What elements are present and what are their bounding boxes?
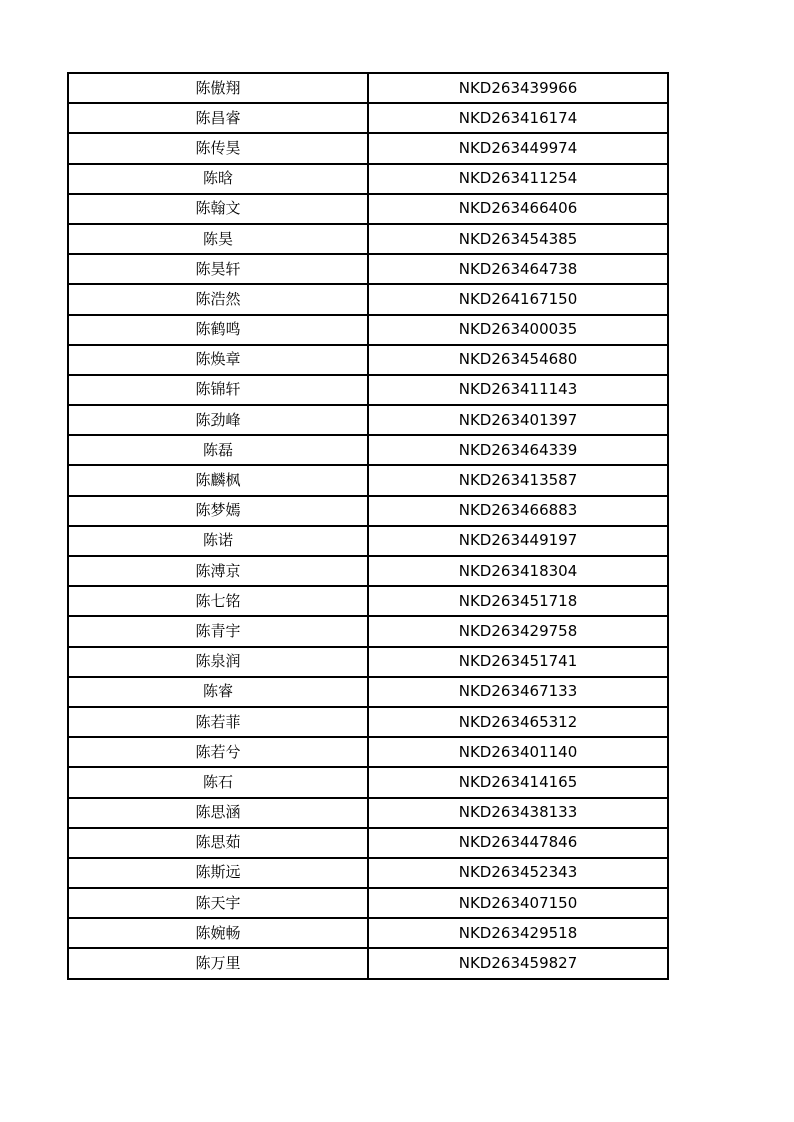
student-id-cell: NKD263452343 (368, 858, 668, 888)
student-id-cell: NKD263466406 (368, 194, 668, 224)
student-name-cell: 陈劲峰 (68, 405, 368, 435)
student-id-cell: NKD263465312 (368, 707, 668, 737)
student-name-cell: 陈晗 (68, 164, 368, 194)
table-row (68, 103, 668, 133)
student-name-cell: 陈思涵 (68, 798, 368, 828)
student-name-cell: 陈溥京 (68, 556, 368, 586)
student-name-cell: 陈七铭 (68, 586, 368, 616)
student-id-cell: NKD263449197 (368, 526, 668, 556)
student-name-cell: 陈泉润 (68, 647, 368, 677)
student-name-cell: 陈若兮 (68, 737, 368, 767)
table-row (68, 254, 668, 284)
student-id-cell: NKD263416174 (368, 103, 668, 133)
student-id-cell: NKD263464738 (368, 254, 668, 284)
table-row (68, 858, 668, 888)
table-row (68, 586, 668, 616)
student-name-cell: 陈石 (68, 767, 368, 797)
student-id-cell: NKD263413587 (368, 465, 668, 495)
student-name-cell: 陈磊 (68, 435, 368, 465)
student-id-cell: NKD263449974 (368, 133, 668, 163)
student-id-cell: NKD263451741 (368, 647, 668, 677)
student-id-cell: NKD263447846 (368, 828, 668, 858)
student-id-cell: NKD263454385 (368, 224, 668, 254)
table-row (68, 828, 668, 858)
student-id-cell: NKD263466883 (368, 496, 668, 526)
table-row (68, 164, 668, 194)
table-row (68, 435, 668, 465)
student-id-cell: NKD263418304 (368, 556, 668, 586)
student-id-cell: NKD263400035 (368, 315, 668, 345)
student-id-cell: NKD263439966 (368, 73, 668, 103)
table-row (68, 465, 668, 495)
student-name-cell: 陈昊 (68, 224, 368, 254)
table-row (68, 526, 668, 556)
student-name-cell: 陈婉畅 (68, 918, 368, 948)
table-row (68, 315, 668, 345)
student-id-cell: NKD263467133 (368, 677, 668, 707)
table-row (68, 224, 668, 254)
table-row (68, 556, 668, 586)
table-row (68, 133, 668, 163)
student-name-cell: 陈睿 (68, 677, 368, 707)
student-id-cell: NKD263411254 (368, 164, 668, 194)
student-name-cell: 陈焕章 (68, 345, 368, 375)
student-id-cell: NKD263459827 (368, 948, 668, 978)
student-name-cell: 陈青宇 (68, 616, 368, 646)
table-row (68, 798, 668, 828)
table-row (68, 616, 668, 646)
student-id-cell: NKD263407150 (368, 888, 668, 918)
student-name-cell: 陈鹤鸣 (68, 315, 368, 345)
student-name-cell: 陈锦轩 (68, 375, 368, 405)
student-id-cell: NKD263401397 (368, 405, 668, 435)
table-row (68, 677, 668, 707)
table-row (68, 918, 668, 948)
roster-table-body (68, 73, 668, 979)
student-name-cell: 陈梦嫣 (68, 496, 368, 526)
student-name-cell: 陈傲翔 (68, 73, 368, 103)
student-id-cell: NKD263429518 (368, 918, 668, 948)
student-id-cell: NKD263401140 (368, 737, 668, 767)
student-name-cell: 陈斯远 (68, 858, 368, 888)
table-row (68, 496, 668, 526)
student-name-cell: 陈若菲 (68, 707, 368, 737)
roster-table (67, 72, 669, 980)
student-id-cell: NKD263411143 (368, 375, 668, 405)
student-name-cell: 陈万里 (68, 948, 368, 978)
student-name-cell: 陈天宇 (68, 888, 368, 918)
table-row (68, 405, 668, 435)
student-name-cell: 陈麟枫 (68, 465, 368, 495)
student-name-cell: 陈昊轩 (68, 254, 368, 284)
table-row (68, 948, 668, 978)
table-row (68, 375, 668, 405)
table-row (68, 647, 668, 677)
student-id-cell: NKD263451718 (368, 586, 668, 616)
table-row (68, 345, 668, 375)
student-id-cell: NKD263429758 (368, 616, 668, 646)
student-id-cell: NKD263464339 (368, 435, 668, 465)
student-name-cell: 陈传昊 (68, 133, 368, 163)
student-name-cell: 陈诺 (68, 526, 368, 556)
student-name-cell: 陈浩然 (68, 284, 368, 314)
table-row (68, 737, 668, 767)
student-name-cell: 陈思茹 (68, 828, 368, 858)
table-row (68, 194, 668, 224)
table-row (68, 73, 668, 103)
table-row (68, 888, 668, 918)
student-id-cell: NKD263454680 (368, 345, 668, 375)
student-id-cell: NKD263438133 (368, 798, 668, 828)
student-name-cell: 陈翰文 (68, 194, 368, 224)
student-id-cell: NKD263414165 (368, 767, 668, 797)
table-row (68, 284, 668, 314)
student-id-cell: NKD264167150 (368, 284, 668, 314)
table-row (68, 707, 668, 737)
student-name-cell: 陈昌睿 (68, 103, 368, 133)
roster-sheet (67, 72, 667, 980)
table-row (68, 767, 668, 797)
